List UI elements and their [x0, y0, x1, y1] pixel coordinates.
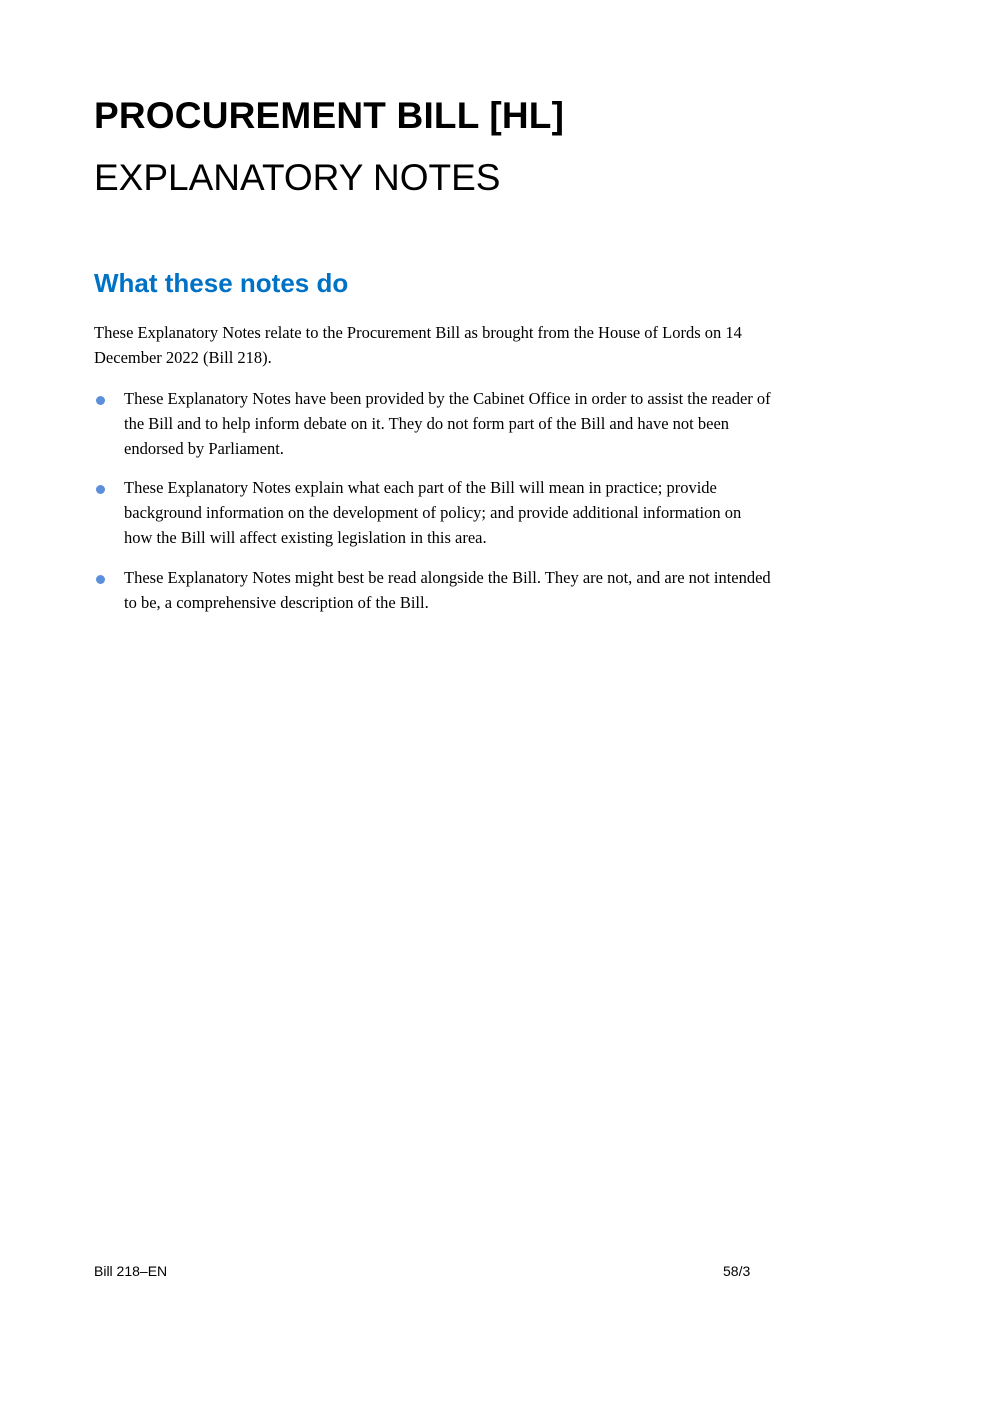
bullet-icon: [96, 485, 105, 494]
bullet-item: [124, 565, 771, 615]
text-line: the Bill and to help inform debate on it. They do not form part of the Bill and have not been: [124, 414, 730, 433]
intro-paragraph: [94, 320, 742, 370]
document-title: PROCUREMENT BILL [HL]: [94, 95, 565, 136]
text-line: These Explanatory Notes have been provided by the Cabinet Office in order to assist the reader of: [124, 389, 771, 408]
text-line: background information on the development of policy; and provide additional information on: [124, 503, 742, 522]
text-line: These Explanatory Notes explain what each part of the Bill will mean in practice; provide: [124, 478, 717, 497]
bullet-item: [124, 475, 741, 550]
text-line: how the Bill will affect existing legislation in this area.: [124, 528, 487, 547]
text-line: These Explanatory Notes relate to the Procurement Bill as brought from the House of Lords on 14: [94, 323, 742, 342]
footer-page-reference: 58/3: [723, 1263, 751, 1279]
footer-bill-reference: Bill 218–EN: [94, 1263, 168, 1279]
bullet-item: [124, 386, 771, 461]
bullet-icon: [96, 396, 105, 405]
text-line: endorsed by Parliament.: [124, 439, 284, 458]
section-heading: What these notes do: [94, 268, 349, 298]
text-line: These Explanatory Notes might best be read alongside the Bill. They are not, and are not intended: [124, 568, 771, 587]
bullet-icon: [96, 575, 105, 584]
text-line: December 2022 (Bill 218).: [94, 348, 272, 367]
document-subtitle: EXPLANATORY NOTES: [94, 157, 501, 198]
text-line: to be, a comprehensive description of the Bill.: [124, 593, 429, 612]
